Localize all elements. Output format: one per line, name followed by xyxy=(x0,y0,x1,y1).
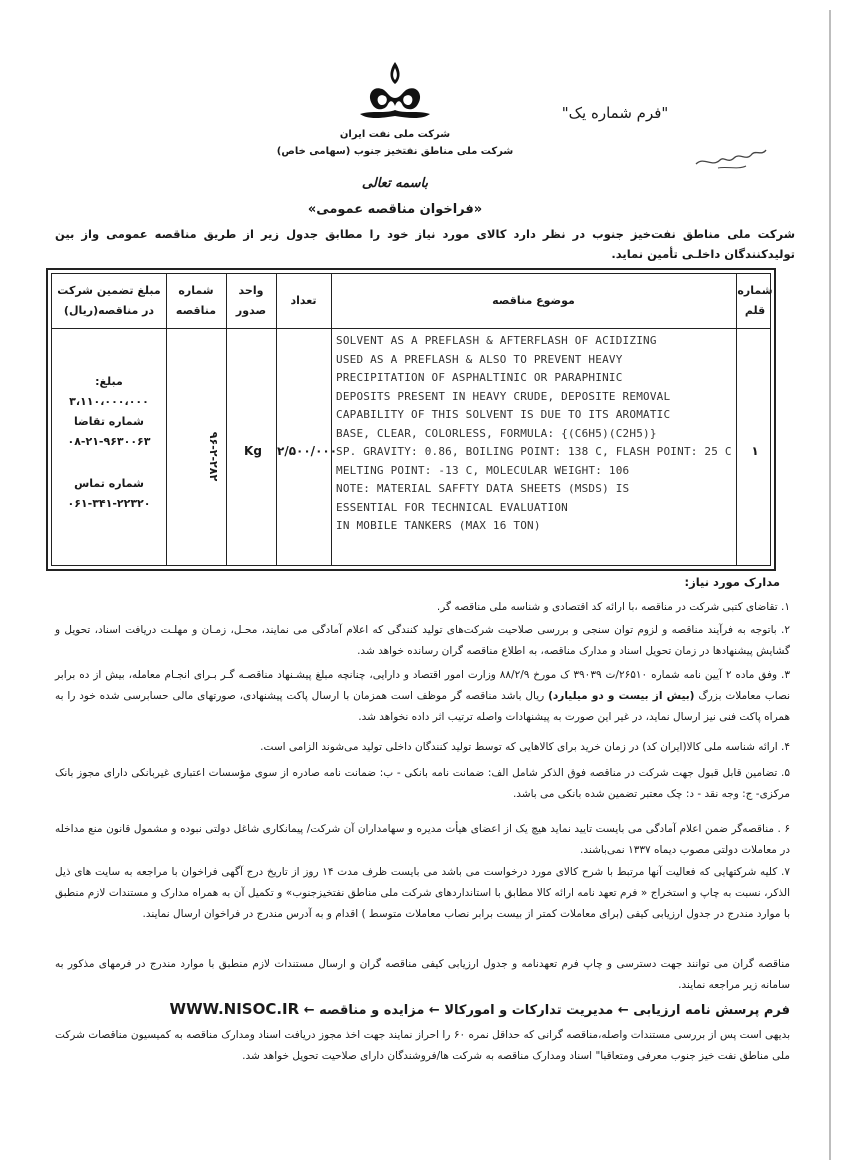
scan-edge-line xyxy=(829,10,831,1160)
subject-line: BASE, CLEAR, COLORLESS, FORMULA: {(C6H5)(C2H5)} xyxy=(336,426,657,440)
item3-text-start: ۳. وفق ماده ۲ آیین نامه شماره ۲۶۵۱۰/ت ۳۹۰۳۹ ک مورخ ۸۸/۲/۹ وزارت امور اقتصاد و دارایی، چنانچه مبلغ پیشـنهاد مناقصـه گـر بـرای انجـام معامله، بیش از ده برابر نصاب معاملات بزرگ xyxy=(55,669,790,702)
subject-line: PRECIPITATION OF ASPHALTINIC OR PARAPHINIC xyxy=(336,371,623,384)
company-name xyxy=(250,126,540,160)
unit-value: Kg xyxy=(244,444,262,458)
arrow-left-icon: ← xyxy=(617,1003,629,1018)
guarantee-info xyxy=(52,372,166,514)
document-item-1: ۱. تقاضای کتبی شرکت در مناقصه ،با ارائه کد اقتصادی و شناسه ملی مناقصه گر. xyxy=(436,601,790,613)
header-guarantee: مبلغ تضمین شرکت در مناقصه(ریال) xyxy=(57,284,161,317)
subject-line: USED AS A PREFLASH & ALSO TO PREVENT HEAVY xyxy=(336,352,623,366)
guarantee-amount: ۳،۱۱۰،۰۰۰،۰۰۰ xyxy=(69,395,149,408)
document-item-2: ۲. باتوجه به فرآیند مناقصه و لزوم توان سنجی و بررسی صلاحیت شرکت‌های تولید کنندگی که اعلام آمادگی می نمایند، محـل، زمـان و مهلـت دریافت اسناد، تحویل و گشایش پیشنهادها در زمان تحویل اسناد و مدارک مناقصه، به اطلاع مناقصه گران رسانده خواهد شد. xyxy=(55,624,790,657)
subject-line: DEPOSITS PRESENT IN HEAVY CRUDE, DEPOSITE REMOVAL xyxy=(336,389,671,403)
subject-line: IN MOBILE TANKERS (MAX 16 TON) xyxy=(336,519,541,532)
tender-table xyxy=(46,268,776,571)
nav-step-procurement: مدیریت تدارکات و امورکالا xyxy=(444,1003,614,1018)
guarantee-label: مبلغ: xyxy=(95,375,123,388)
header-unit: واحد صدور xyxy=(235,284,267,317)
closing-paragraph: بدیهی است پس از بررسی مستندات واصله،مناقصه گرانی که حداقل نمره ۶۰ را احراز نمایند جهت اخذ مجوز دریافت اسناد ومدارک مناقصه به کمیسیون مناقصات شرکت ملی مناطق نفت خیز جنوب معرفی ومتعاقبا" اسناد ومدارک مناقصه به شرکت ها/فروشندگان دارای صلاحیت تحویل خواهد شد. xyxy=(55,1029,791,1062)
nav-step-auctions: مزایده و مناقصه xyxy=(319,1003,425,1018)
item3-bold-amount: (بیش از بیست و دو میلیارد) xyxy=(548,690,695,702)
quantity-value: ۲/۵۰۰/۰۰۰ xyxy=(277,444,338,458)
item3-text-end: ریال باشد مناقصه گر موظف است همزمان با ارسال پاکت پیشنهادی، صورتهای مالی حسابرسی شده خود را به همراه پاکت فنی نیز ارسال نماید، در غیر این صورت به پیشنهادات واصله ترتیب اثر داده نخواهد شد. xyxy=(55,690,790,723)
nioc-logo-icon xyxy=(352,60,438,122)
header-tender-no: شماره مناقصه xyxy=(175,284,217,317)
system-access-note: مناقصه گران می توانند جهت دسترسی و چاپ فرم تعهدنامه و جدول ارزیابی کیفی مناقصه گران و ارسال مستندات لازم منطبق با موارد مندرج در فرمهای مذکور به سامانه زیر مراجعه نمایند. xyxy=(55,958,790,991)
header-quantity: تعداد xyxy=(290,294,317,307)
arrow-left-icon: ← xyxy=(303,1003,315,1018)
nav-step-evaluation-form: فرم پرسش نامه ارزیابی xyxy=(633,1003,790,1018)
company-line-1: شرکت ملی نفت ایران xyxy=(339,129,451,140)
contact-label: شماره تماس xyxy=(74,477,144,490)
request-label: شماره تقاضا xyxy=(74,415,144,428)
documents-heading: مدارک مورد نیاز: xyxy=(684,575,780,589)
subject-line: MELTING POINT: -13 C, MOLECULAR WEIGHT: 106 xyxy=(336,463,630,477)
form-number: "فرم شماره یک" xyxy=(561,104,669,122)
tender-number-text: ۹۶-۲-۲۸۲ xyxy=(207,431,221,481)
request-number: ۰۸-۲۱-۹۶۳۰۰۶۳ xyxy=(67,435,151,448)
header-row-no: شماره قلم xyxy=(737,284,773,317)
tender-subject xyxy=(336,332,736,536)
document-item-6: ۶ . مناقصه‌گر ضمن اعلام آمادگی می بایست تایید نماید هیچ یک از اعضای هیأت مدیره و سهامداران آن شرکت/ پیمانکاری شاغل دولتی نبوده و مشمول قانون منع مداخله در معاملات دولتی مصوب دیماه ۱۳۳۷ نمی‌باشند. xyxy=(55,823,790,856)
document-item-4: ۴. ارائه شناسه ملی کالا(ایران کد) در زمان خرید برای کالاهایی که توسط تولید کنندگان داخلی تولید می‌شوند الزامی است. xyxy=(260,741,790,753)
table-header-divider xyxy=(52,328,770,329)
tender-number xyxy=(202,431,226,481)
company-line-2: شرکت ملی مناطق نفتخیز جنوب (سهامی خاص) xyxy=(276,146,514,157)
subject-line: SOLVENT AS A PREFLASH & AFTERFLASH OF ACIDIZING xyxy=(336,334,657,347)
document-item-3 xyxy=(55,665,790,728)
navigation-path xyxy=(90,1000,790,1018)
page-title: «فراخوان مناقصه عمومی» xyxy=(307,202,483,217)
document-item-7: ۷. کلیه شرکتهایی که فعالیت آنها مرتبط با شرح کالای مورد درخواست می باشد می بایست ظرف مدت ۱۴ روز از تاریخ درج آگهی فراخوان با مراجعه به سایت های ذیل الذکر، نسبت به چاپ و استخراج « فرم تعهد نامه ارائه کالا مطابق با استانداردهای شرکت ملی مناطق نفتخیزجنوب» و تکمیل آن به همراه مدارک و مستندات لازم منطبق با موارد مندرج در جدول ارزیابی کیفی (برای معاملات کمتر از بیست برابر نصاب معاملات متوسط ) اقدام و به آدرس مندرج در فراخوان ارسال نمایند. xyxy=(55,866,790,920)
tender-table-inner xyxy=(51,273,771,566)
subject-line: SP. GRAVITY: 0.86, BOILING POINT: 138 C, FLASH POINT: 25 C xyxy=(336,445,732,458)
intro-text: شرکت ملی مناطق نفت‌خیز جنوب در نظر دارد کالای مورد نیاز خود را مطابق جدول زیر از طریق مناقصه عمومی واز بین تولیدکنندگان داخلـی تأمین نماید. xyxy=(55,227,795,261)
subject-line: ESSENTIAL FOR TECHNICAL EVALUATION xyxy=(336,500,568,514)
contact-number: ۰۶۱-۳۴۱-۲۲۳۲۰ xyxy=(67,497,151,510)
basmala: باسمه تعالی xyxy=(361,176,429,191)
handwritten-signature-icon xyxy=(690,138,770,178)
subject-line: NOTE: MATERIAL SAFFTY DATA SHEETS (MSDS) IS xyxy=(336,482,630,495)
document-item-5: ۵. تضامین قابل قبول جهت شرکت در مناقصه فوق الذکر شامل الف: ضمانت نامه بانکی - ب: ضمانت نامه صادره از سوی مؤسسات اعتباری غیربانکی دارای مجوز بانک مرکزی- ج: وجه نقد - د: چک معتبر تضمین شده بانکی می باشد. xyxy=(55,767,790,800)
arrow-left-icon: ← xyxy=(428,1003,440,1018)
website-link[interactable]: WWW.NISOC.IR xyxy=(169,1000,300,1018)
row-number: ۱ xyxy=(751,444,759,458)
subject-line: CAPABILITY OF THIS SOLVENT IS DUE TO ITS AROMATIC xyxy=(336,408,671,421)
header-subject: موضوع مناقصه xyxy=(492,294,575,307)
